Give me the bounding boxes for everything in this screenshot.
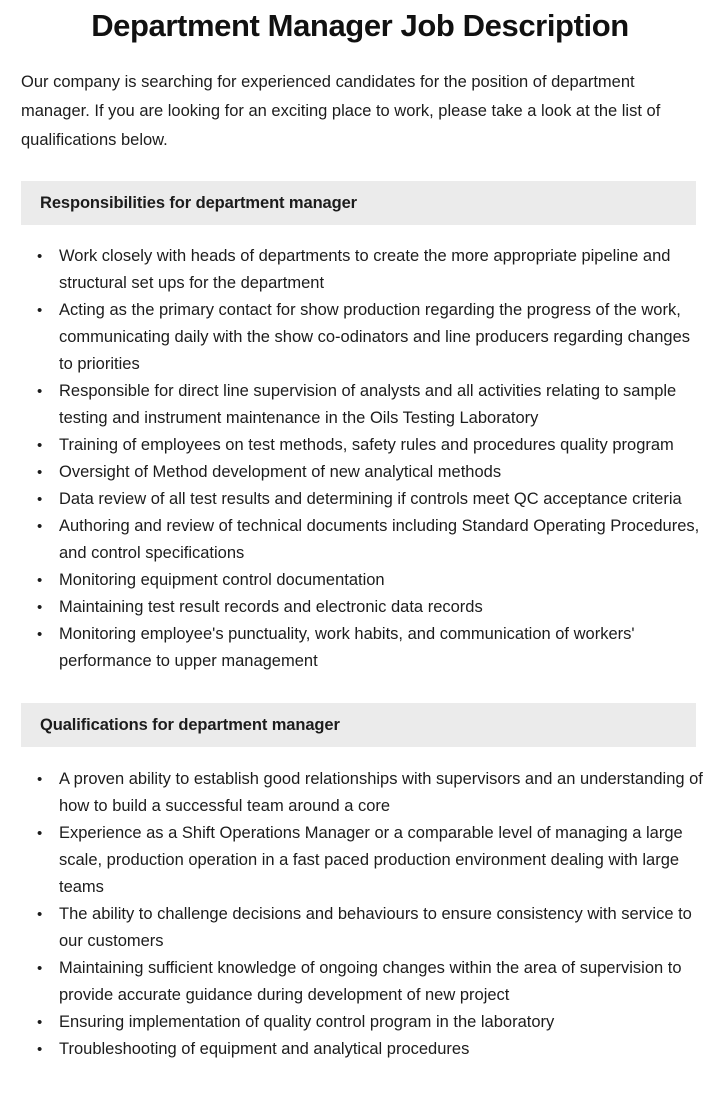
list-item: • Oversight of Method development of new analytical methods (47, 459, 704, 486)
list-item: • A proven ability to establish good relationships with supervisors and an understanding of how to build a successful team around a core (47, 766, 710, 820)
section-header-responsibilities: Responsibilities for department manager (21, 181, 696, 225)
list-item: • Training of employees on test methods, safety rules and procedures quality program (47, 432, 704, 459)
list-item: • Experience as a Shift Operations Manager or a comparable level of managing a large scale, production operation in a fast paced production environment dealing with large teams (47, 820, 710, 901)
section-responsibilities (0, 181, 720, 675)
intro-paragraph: Our company is searching for experienced candidates for the position of department manager. If you are looking for an exciting place to work, please take a look at the list of qualifications below. (21, 73, 661, 149)
list-item: • Data review of all test results and determining if controls meet QC acceptance criteria (47, 486, 704, 513)
page-bottom-spacer (0, 1063, 720, 1085)
list-item: • Monitoring equipment control documentation (47, 567, 704, 594)
list-item: • Troubleshooting of equipment and analytical procedures (47, 1036, 710, 1063)
list-item: • The ability to challenge decisions and behaviours to ensure consistency with service to our customers (47, 901, 710, 955)
list-item: • Responsible for direct line supervision of analysts and all activities relating to sample testing and instrument maintenance in the Oils Testing Laboratory (47, 378, 704, 432)
list-item: • Authoring and review of technical documents including Standard Operating Procedures, and control specifications (47, 513, 704, 567)
list-item: • Maintaining sufficient knowledge of ongoing changes within the area of supervision to provide accurate guidance during development of new project (47, 955, 710, 1009)
page-title: Department Manager Job Description (91, 8, 629, 43)
responsibilities-list (0, 225, 720, 675)
section-header-qualifications: Qualifications for department manager (21, 703, 696, 747)
list-item: • Ensuring implementation of quality control program in the laboratory (47, 1009, 710, 1036)
list-item: • Maintaining test result records and electronic data records (47, 594, 704, 621)
list-item: • Acting as the primary contact for show production regarding the progress of the work, communicating daily with the show co-odinators and line producers regarding changes to priorities (47, 297, 704, 378)
qualifications-list (0, 747, 720, 1063)
list-item: • Work closely with heads of departments to create the more appropriate pipeline and structural set ups for the department (47, 243, 704, 297)
list-item: • Monitoring employee's punctuality, work habits, and communication of workers' performance to upper management (47, 621, 704, 675)
section-qualifications (0, 703, 720, 1063)
